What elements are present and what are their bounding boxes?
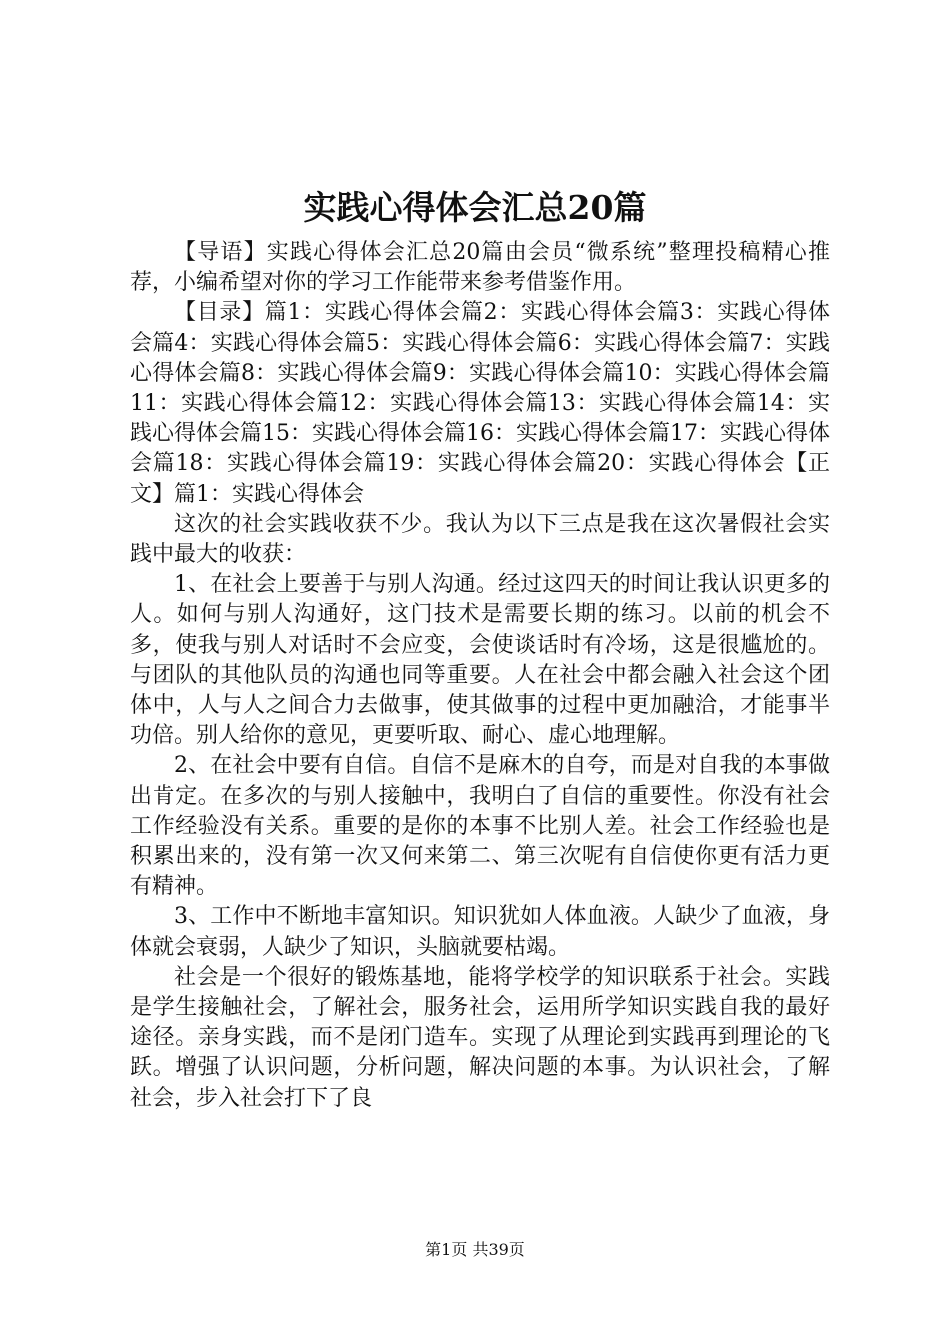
toc-paragraph: 【目录】篇1：实践心得体会篇2：实践心得体会篇3：实践心得体会篇4：实践心得体会篇5：实践心得体会篇6：实践心得体会篇7：实践心得体会篇8：实践心得体会篇9：实践心得体会篇10：实践心得体会篇11：实践心得体会篇12：实践心得体会篇13：实践心得体会篇14：实践心得体会篇15：实践心得体会篇16：实践心得体会篇17：实践心得体会篇18：实践心得体会篇19：实践心得体会篇20：实践心得体会【正文】篇1：实践心得体会	[130, 300, 830, 507]
intro-paragraph: 【导语】实践心得体会汇总20篇由会员“微系统”整理投稿精心推荐，小编希望对你的学习工作能带来参考借鉴作用。	[130, 240, 830, 296]
body-paragraph: 这次的社会实践收获不少。我认为以下三点是我在这次暑假社会实践中最大的收获：	[130, 511, 830, 568]
body-paragraph: 社会是一个很好的锻炼基地，能将学校学的知识联系于社会。实践是学生接触社会，了解社会，服务社会，运用所学知识实践自我的最好途径。亲身实践，而不是闭门造车。实现了从理论到实践再到理论的飞跃。增强了认识问题，分析问题，解决问题的本事。为认识社会，了解社会，步入社会打下了良	[130, 964, 830, 1111]
document-body	[130, 238, 830, 1114]
body-paragraph: 2、在社会中要有自信。自信不是麻木的自夸，而是对自我的本事做出肯定。在多次的与别人接触中，我明白了自信的重要性。你没有社会工作经验没有关系。重要的是你的本事不比别人差。社会工作经验也是积累出来的，没有第一次又何来第二、第三次呢有自信使你更有活力更有精神。	[130, 753, 830, 900]
body-paragraph: 3、工作中不断地丰富知识。知识犹如人体血液。人缺少了血液，身体就会衰弱，人缺少了知识，头脑就要枯竭。	[130, 904, 830, 960]
page-footer: 第1页 共39页	[425, 1240, 525, 1259]
body-paragraph: 1、在社会上要善于与别人沟通。经过这四天的时间让我认识更多的人。如何与别人沟通好，这门技术是需要长期的练习。以前的机会不多，使我与别人对话时不会应变，会使谈话时有冷场，这是很尴尬的。与团队的其他队员的沟通也同等重要。人在社会中都会融入社会这个团体中，人与人之间合力去做事，使其做事的过程中更加融洽，才能事半功倍。别人给你的意见，更要听取、耐心、虚心地理解。	[130, 572, 830, 749]
document-title: 实践心得体会汇总20篇	[303, 188, 647, 227]
